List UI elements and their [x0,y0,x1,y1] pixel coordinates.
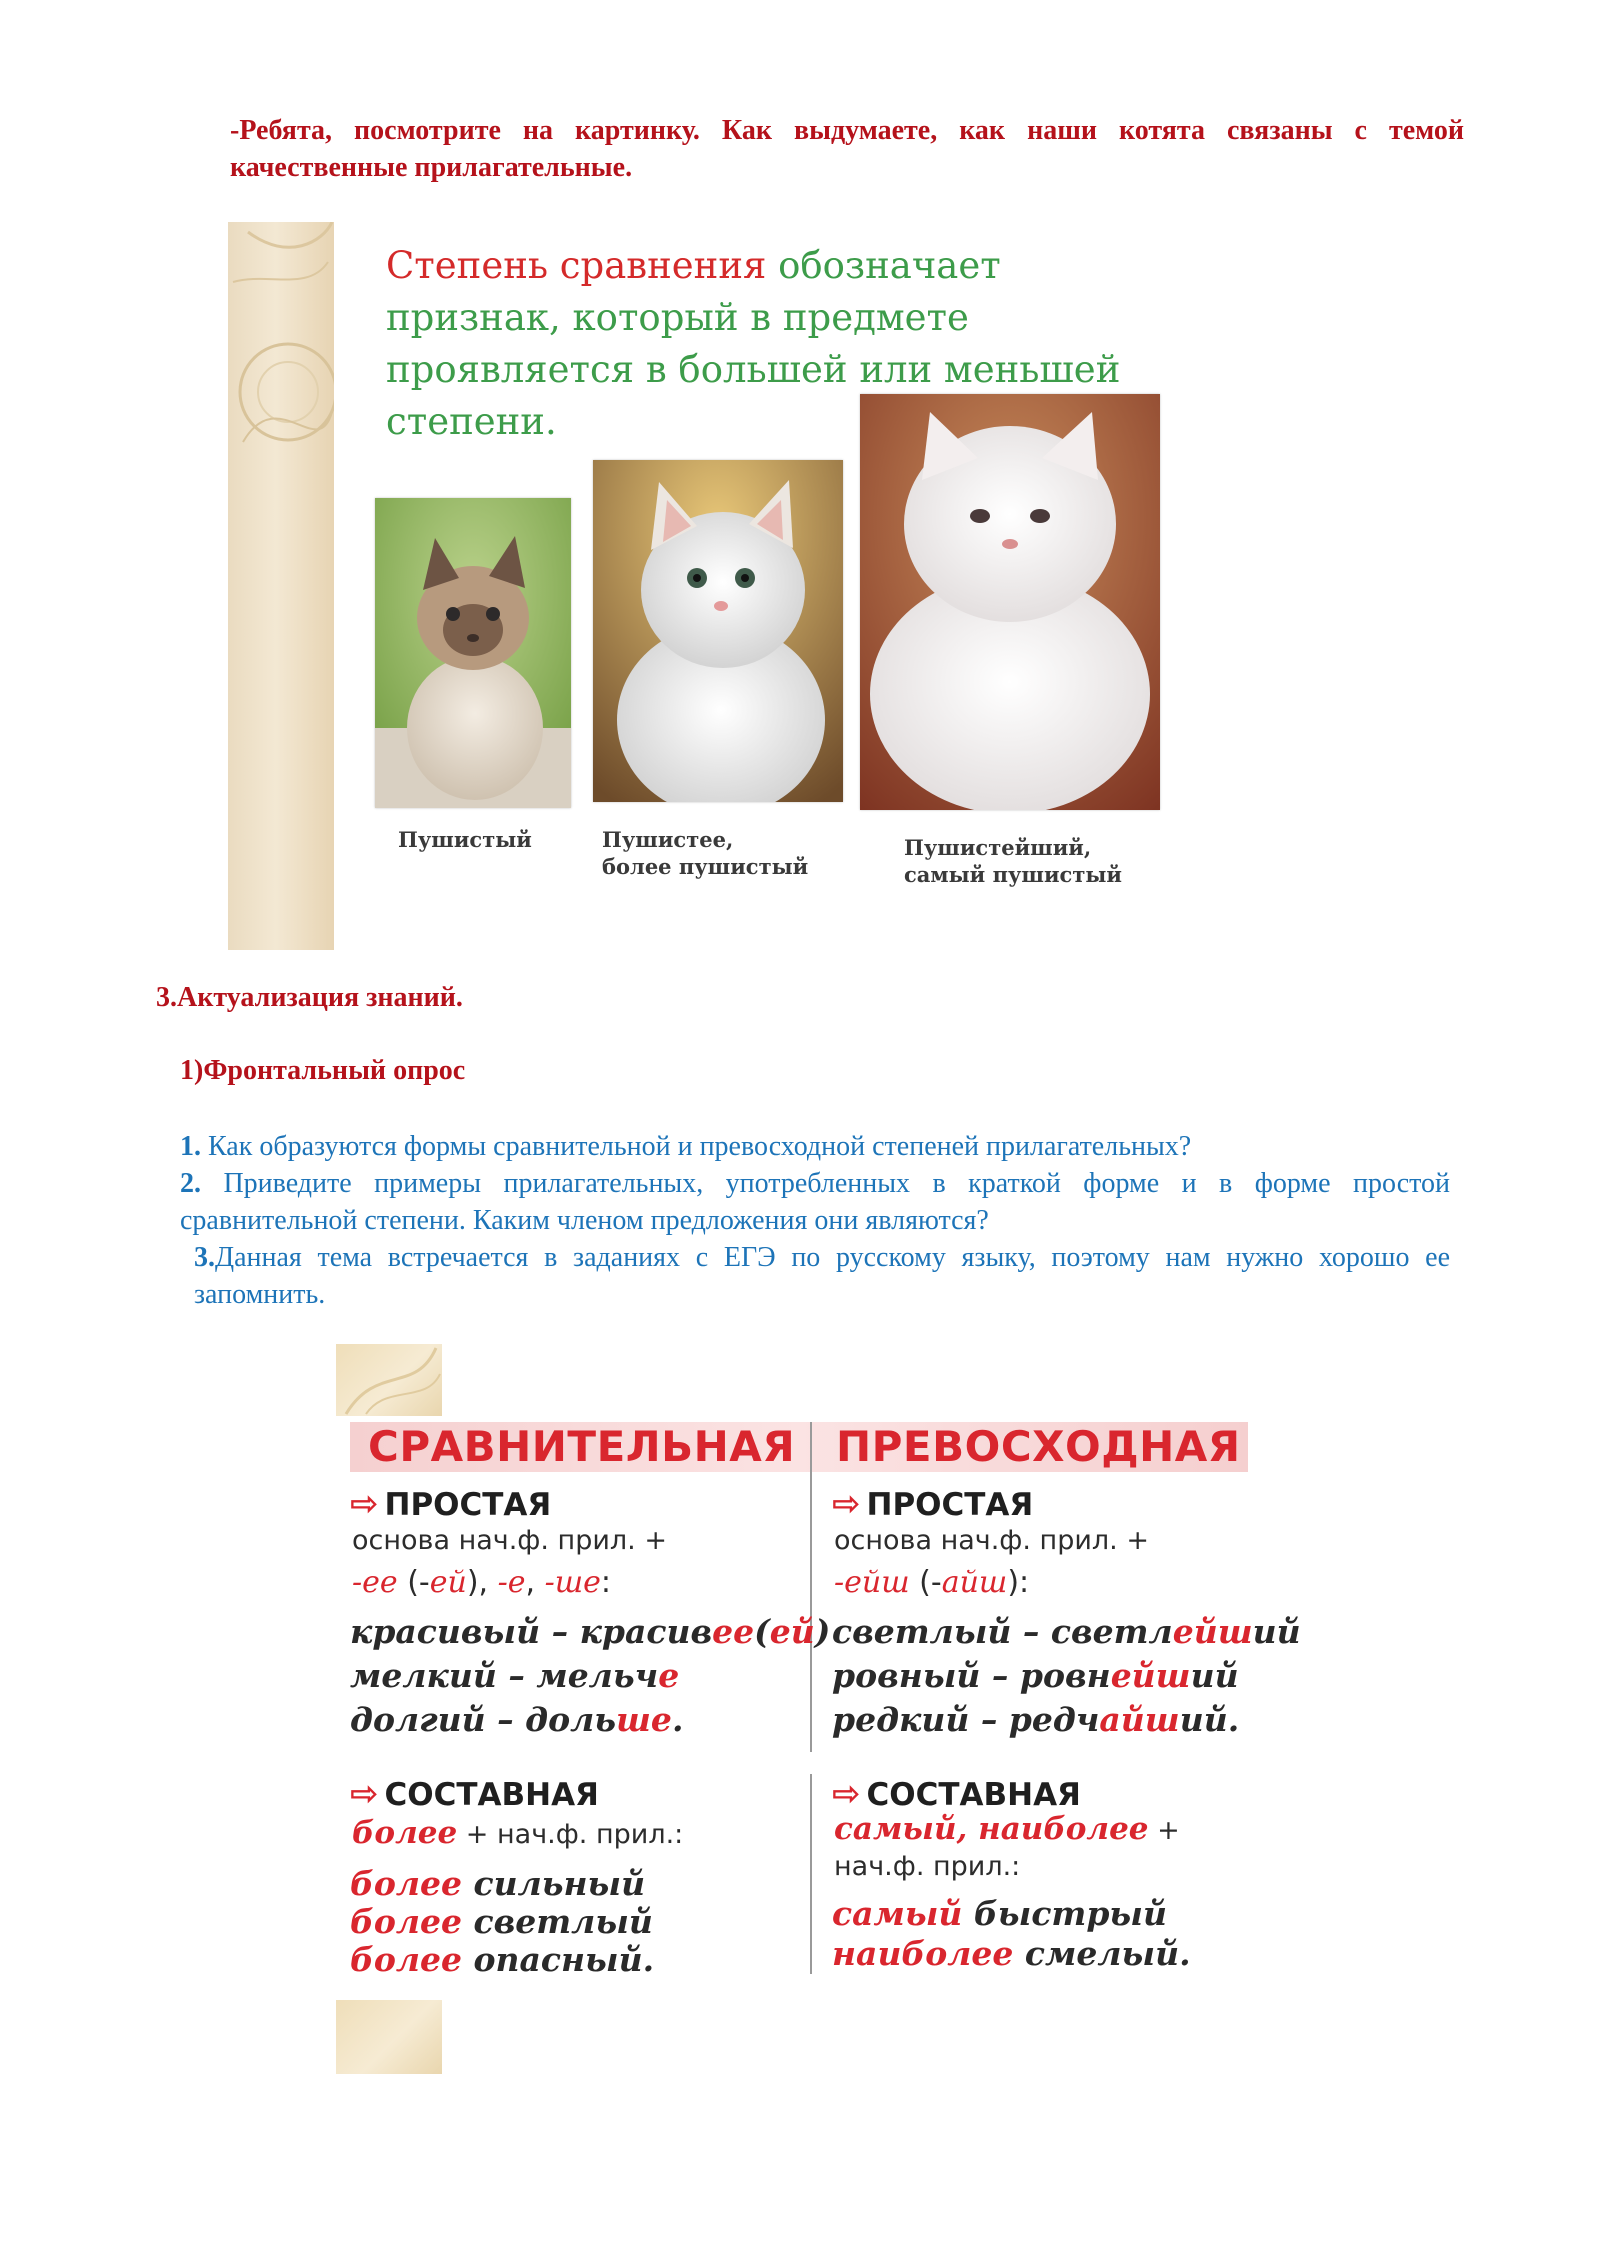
example-suffix: ейш [1172,1612,1253,1651]
suffix-separator: , [525,1565,545,1600]
caption-fluffiest-line2: самый пушистый [904,862,1122,887]
example-suffix: айш [1099,1700,1180,1739]
suffix: айш [941,1565,1008,1600]
kitten-photo-fluffiest [860,394,1160,810]
suffix: -ше [544,1565,601,1600]
questions-list [180,1128,1450,1313]
left-example-3 [350,1698,683,1742]
suffix: -ее [352,1565,398,1600]
suffix-separator: ), [466,1565,498,1600]
title-comparative: СРАВНИТЕЛЬНАЯ [368,1422,796,1471]
suffix-separator: : [600,1565,611,1600]
compound-word: более [352,1815,458,1851]
decorative-corner-top [336,1344,442,1416]
compound-word: наиболее [832,1934,1014,1973]
slide-degrees-of-comparison [228,222,1168,950]
compound-word: более [350,1864,462,1903]
compound-adjective: опасный. [462,1940,655,1979]
right-simple-title [832,1484,1033,1525]
left-simple-rule: основа нач.ф. прил. + [352,1525,667,1556]
example-bracket: ( [754,1612,770,1651]
section-subheading: 1)Фронтальный опрос [180,1055,466,1086]
title-superlative: ПРЕВОСХОДНАЯ [836,1422,1241,1471]
suffix: -ейш [834,1565,910,1600]
example-end: ий [1252,1612,1301,1651]
right-simple-suffixes [834,1566,1029,1600]
compound-adjective: быстрый [962,1894,1167,1933]
right-simple-rule: основа нач.ф. прил. + [834,1525,1149,1556]
question-2-text: Приведите примеры прилагательных, употребленных в краткой форме и в форме простой сравнительной степени. Каким членом предложения они являются? [180,1168,1450,1236]
question-2 [180,1165,1450,1239]
left-example-1 [350,1610,830,1654]
right-compound-title-text: СОСТАВНАЯ [866,1777,1081,1813]
compound-plus: + [1148,1815,1180,1846]
example-bracket: ) [814,1612,831,1651]
caption-fluffier [602,826,808,880]
decorative-corner-bottom [336,2000,442,2074]
left-example-2 [350,1654,679,1698]
question-2-number: 2. [180,1168,201,1199]
definition-term: Степень сравнения [386,244,767,287]
right-example-3 [832,1698,1239,1742]
left-simple-title [350,1484,551,1525]
suffix: -е [497,1565,526,1600]
arrow-right-icon: ⇨ [350,1484,379,1524]
example-end: . [671,1700,684,1739]
example-end: ий. [1179,1700,1240,1739]
left-compound-title-text: СОСТАВНАЯ [384,1777,599,1813]
question-1-number: 1. [180,1131,201,1162]
question-3-number: 3. [194,1242,215,1273]
definition-rest: обозначает признак, который в предмете проявляется в большей или меньшей степени. [386,244,1121,443]
decorative-strip [228,222,334,950]
example-end: ий [1190,1656,1239,1695]
suffix-separator: (- [909,1565,942,1600]
example-suffix: ей [769,1612,815,1651]
example-base: ровный – ровн [832,1656,1111,1695]
suffix-separator: (- [397,1565,430,1600]
compound-word: более [350,1902,462,1941]
caption-fluffiest-line1: Пушистейший, [904,835,1092,860]
slide-comparison-table [336,1344,1301,2074]
left-simple-title-text: ПРОСТАЯ [384,1487,552,1523]
caption-fluffier-line2: более пушистый [602,854,809,879]
kitten-photo-fluffier [593,460,843,802]
question-1-text: Как образуются формы сравнительной и превосходной степеней прилагательных? [201,1131,1192,1162]
example-suffix: ше [616,1700,672,1739]
arrow-right-icon: ⇨ [832,1774,861,1814]
compound-word: более [350,1940,462,1979]
right-compound-example-2 [832,1932,1191,1976]
example-suffix: е [658,1656,680,1695]
question-3-text: Данная тема встречается в заданиях с ЕГЭ по русскому языку, поэтому нам нужно хорошо ее запомнить. [194,1242,1450,1310]
kitten-photo-fluffy [375,498,571,808]
arrow-right-icon: ⇨ [832,1484,861,1524]
caption-fluffy: Пушистый [398,827,532,852]
right-compound-rule [834,1812,1180,1848]
left-simple-suffixes [352,1566,611,1600]
section-heading: 3.Актуализация знаний. [156,982,463,1013]
caption-fluffier-line1: Пушистее, [602,827,734,852]
left-compound-rule [352,1816,683,1852]
compound-rule-text: + нач.ф. прил.: [457,1819,684,1850]
compound-adjective: светлый [462,1902,653,1941]
caption-fluffiest [904,834,1122,888]
compound-adjective: смелый. [1013,1934,1191,1973]
suffix-separator: ): [1007,1565,1030,1600]
example-base: красивый – красив [350,1612,713,1651]
intro-question: -Ребята, посмотрите на картинку. Как выдумаете, как наши котята связаны с темой качественные прилагательные. [230,115,1464,183]
compound-word: самый [832,1894,963,1933]
right-compound-rule-2: нач.ф. прил.: [834,1851,1021,1882]
example-base: светлый – светл [832,1612,1173,1651]
example-base: долгий – доль [350,1700,617,1739]
example-suffix: ейш [1110,1656,1191,1695]
question-1 [180,1128,1450,1165]
right-example-1 [832,1610,1301,1654]
column-divider-top [810,1422,812,1752]
column-divider-bottom [810,1774,812,1974]
example-base: мелкий – мельч [350,1656,659,1695]
question-3 [180,1239,1450,1313]
compound-adjective: сильный [462,1864,646,1903]
compound-word: самый, наиболее [834,1811,1149,1847]
leaf-swirl-icon [228,222,334,950]
right-compound-example-1 [832,1892,1167,1936]
right-simple-title-text: ПРОСТАЯ [866,1487,1034,1523]
arrow-right-icon: ⇨ [350,1774,379,1814]
leaf-swirl-icon [336,1344,442,1416]
example-base: редкий – редч [832,1700,1100,1739]
right-example-2 [832,1654,1239,1698]
right-compound-title [832,1774,1081,1815]
example-suffix: ее [712,1612,755,1651]
left-compound-example-3 [350,1938,654,1982]
left-compound-title [350,1774,599,1815]
suffix: ей [429,1565,467,1600]
